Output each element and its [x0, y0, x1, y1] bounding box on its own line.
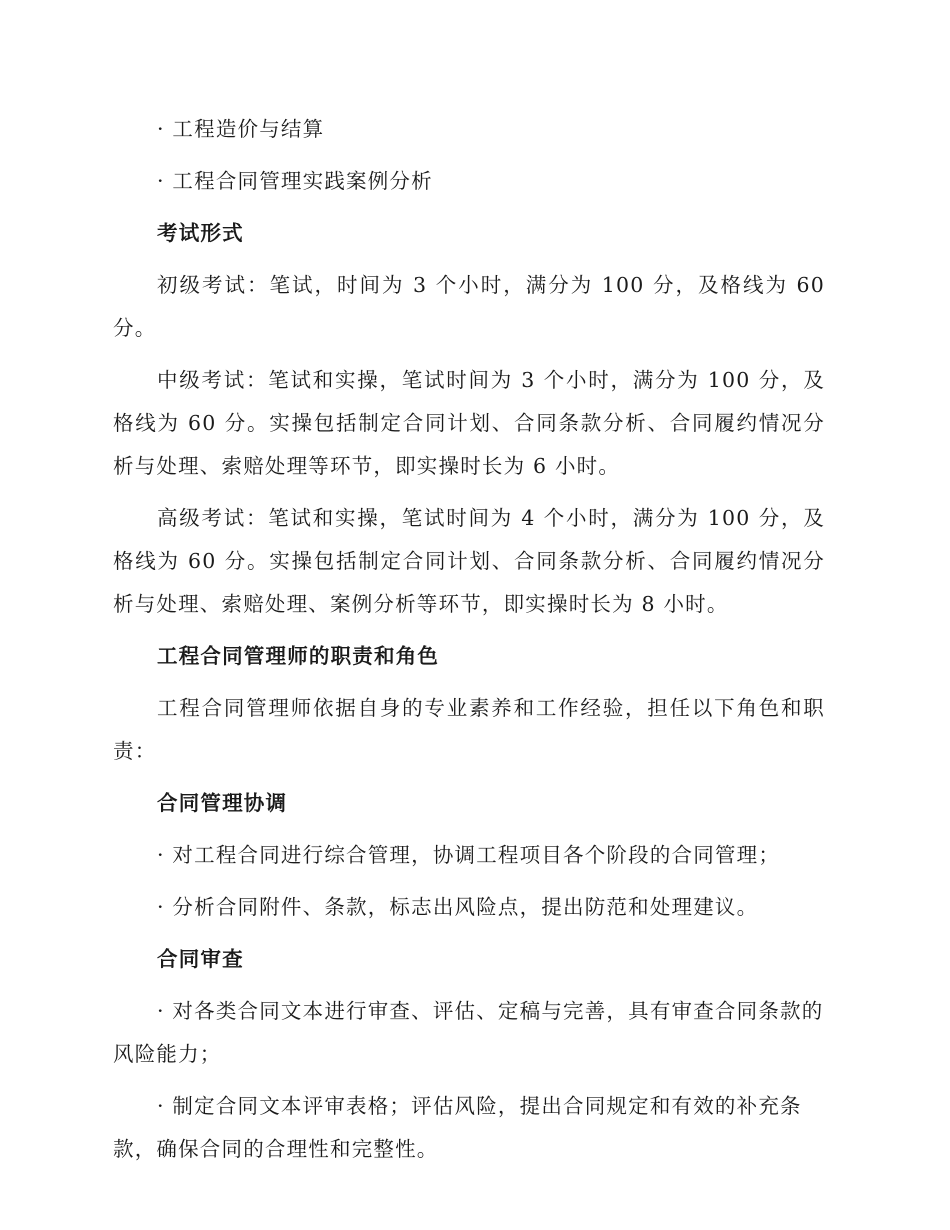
section-heading: 工程合同管理师的职责和角色 — [157, 644, 440, 668]
bullet-item: · 工程造价与结算 — [157, 117, 325, 141]
section-heading: 考试形式 — [157, 221, 244, 245]
paragraph: 初级考试：笔试，时间为 3 个小时，满分为 100 分，及格线为 60 分。 — [113, 273, 825, 340]
document-body — [113, 108, 825, 1180]
paragraph: 工程合同管理师依据自身的专业素养和工作经验，担任以下角色和职责： — [113, 696, 825, 763]
bullet-item: · 对工程合同进行综合管理，协调工程项目各个阶段的合同管理； — [157, 843, 781, 867]
paragraph: 中级考试：笔试和实操，笔试时间为 3 个小时，满分为 100 分，及格线为 60 分。实操包括制定合同计划、合同条款分析、合同履约情况分析与处理、索赔处理等环节，即实操时长为 6 小时。 — [113, 368, 825, 478]
bullet-item: · 对各类合同文本进行审查、评估、定稿与完善，具有审查合同条款的风险能力； — [113, 999, 824, 1066]
bullet-item: · 制定合同文本评审表格；评估风险，提出合同规定和有效的补充条款，确保合同的合理性和完整性。 — [113, 1094, 802, 1161]
bullet-item: · 工程合同管理实践案例分析 — [157, 169, 433, 193]
paragraph: 高级考试：笔试和实操，笔试时间为 4 个小时，满分为 100 分，及格线为 60 分。实操包括制定合同计划、合同条款分析、合同履约情况分析与处理、索赔处理、案例分析等环节，即实操时长为 8 小时。 — [113, 506, 825, 616]
section-heading: 合同管理协调 — [157, 791, 288, 815]
bullet-item: · 分析合同附件、条款，标志出风险点，提出防范和处理建议。 — [157, 895, 759, 919]
section-heading: 合同审查 — [157, 947, 244, 971]
